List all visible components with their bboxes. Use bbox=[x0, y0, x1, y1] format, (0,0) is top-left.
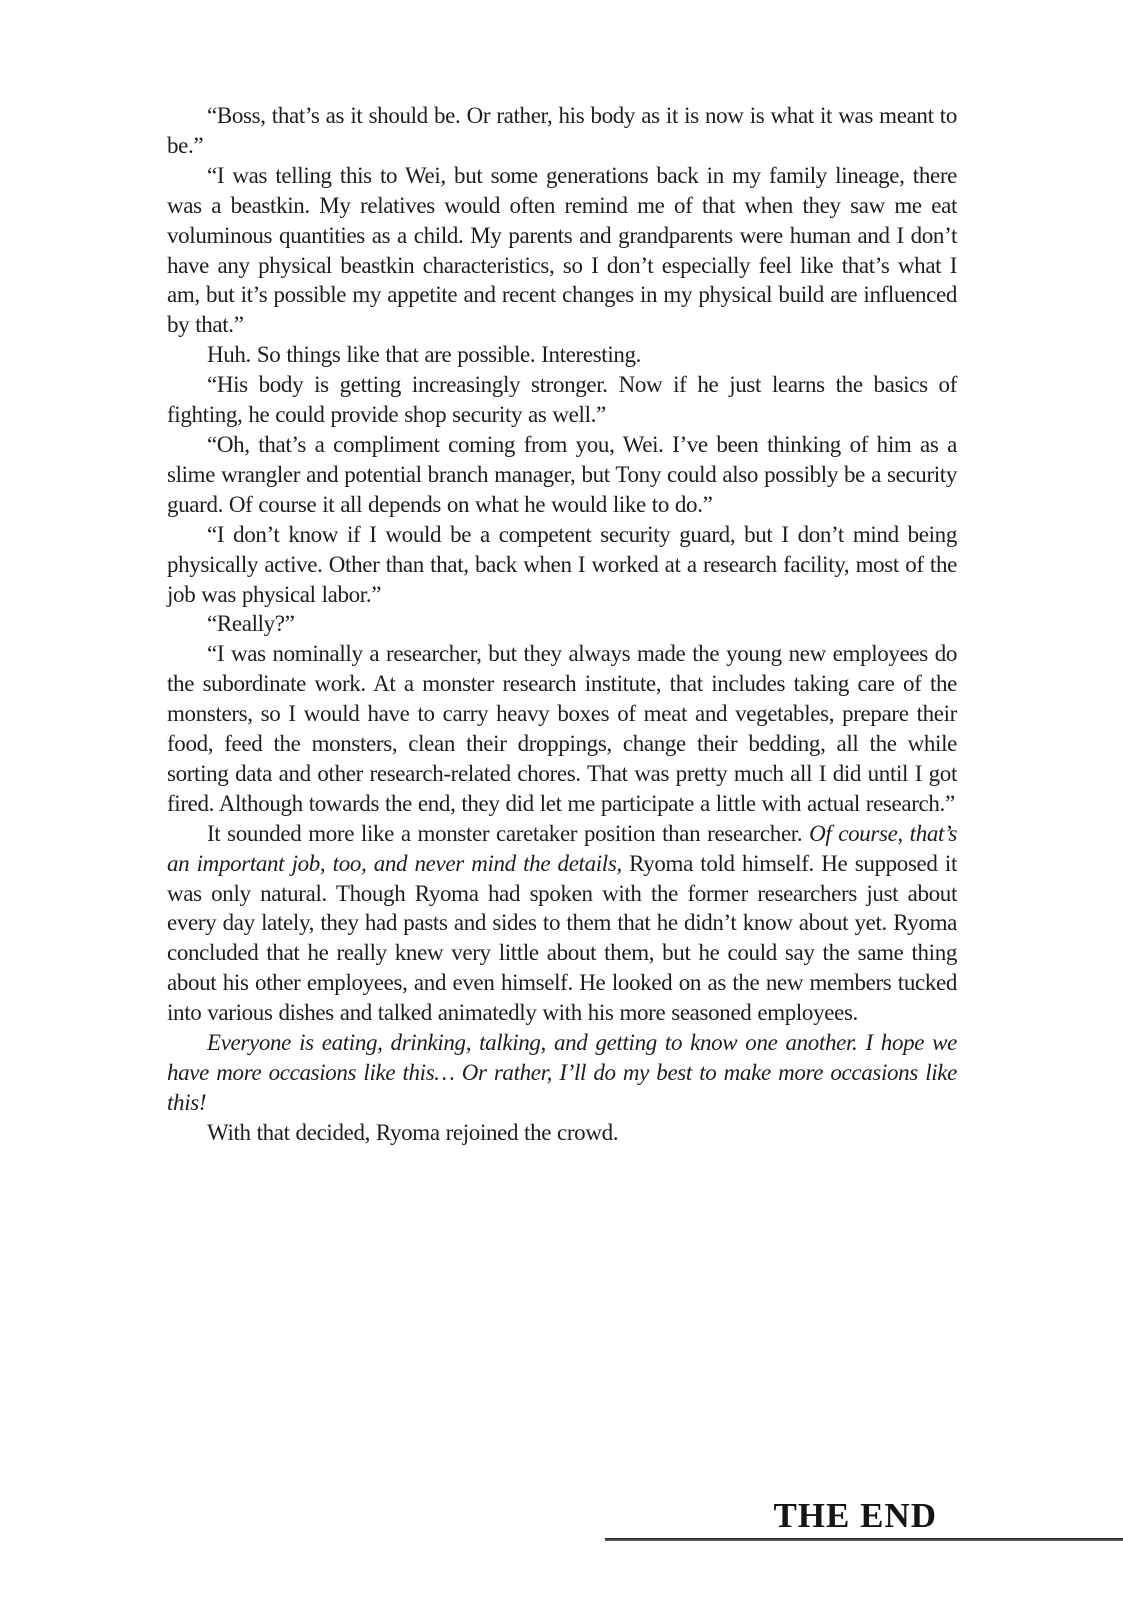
paragraph-9-roman-tail: Ryoma told himself. He supposed it was only natural. Though Ryoma had spoken with the former researchers just about every day lately, they had pasts and sides to them that he didn’t know about yet. Ryoma concluded that he really knew very little about them, but he could say the same thing about his other employees, and even himself. He looked on as the new members tucked into various dishes and talked animatedly with his more seasoned employees. bbox=[167, 850, 957, 1026]
paragraph-8: “I was nominally a researcher, but they always made the young new employees do the subordinate work. At a monster research institute, that includes taking care of the monsters, so I would have to carry heavy boxes of meat and vegetables, prepare their food, feed the monsters, clean their droppings, change their bedding, all the while sorting data and other research-related chores. That was pretty much all I did until I got fired. Although towards the end, they did let me participate a little with actual research.” bbox=[167, 641, 957, 816]
paragraph-1: “Boss, that’s as it should be. Or rather, his body as it is now is what it was meant to be.” bbox=[167, 103, 957, 158]
paragraph-6: “I don’t know if I would be a competent security guard, but I don’t mind being physically active. Other than that, back when I worked at a research facility, most of the job was physical labor.” bbox=[167, 521, 957, 607]
paragraph-9-roman-lead: It sounded more like a monster caretaker position than researcher. bbox=[207, 820, 810, 846]
paragraph-3: Huh. So things like that are possible. Interesting. bbox=[207, 342, 642, 368]
paragraph-11: With that decided, Ryoma rejoined the crowd. bbox=[207, 1119, 619, 1145]
paragraph-2: “I was telling this to Wei, but some generations back in my family lineage, there was a beastkin. My relatives would often remind me of that when they saw me eat voluminous quantities as a child. My parents and grandparents were human and I don’t have any physical beastkin characteristics, so I don’t especially feel like that’s what I am, but it’s possible my appetite and recent changes in my physical build are influenced by that.” bbox=[167, 162, 957, 338]
paragraph-10: Everyone is eating, drinking, talking, and getting to know one another. I hope we have more occasions like this… Or rather, I’ll do my best to make more occasions like this! bbox=[167, 1030, 957, 1115]
the-end-label: THE END bbox=[773, 1496, 937, 1535]
text-column bbox=[167, 101, 957, 1148]
paragraph-4: “His body is getting increasingly stronger. Now if he just learns the basics of fighting, he could provide shop security as well.” bbox=[167, 372, 957, 428]
paragraph-7: “Really?” bbox=[207, 611, 295, 637]
paragraph-5: “Oh, that’s a compliment coming from you, Wei. I’ve been thinking of him as a slime wrangler and potential branch manager, but Tony could also possibly be a security guard. Of course it all depends on what he would like to do.” bbox=[167, 431, 957, 517]
paragraph-9-italic-phrase: Of course, that’s an important job, too, and never mind the details, bbox=[167, 820, 957, 876]
end-rule bbox=[605, 1538, 1123, 1541]
paragraph-9 bbox=[167, 819, 957, 1028]
